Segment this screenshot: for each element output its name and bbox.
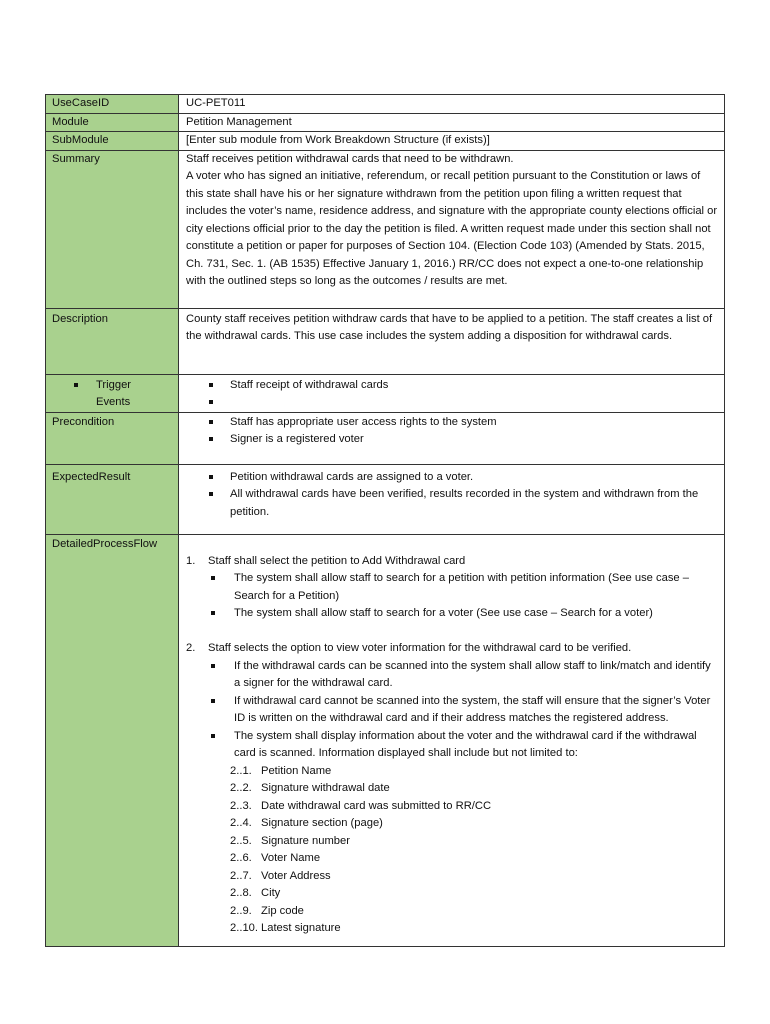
field-item (230, 903, 720, 921)
value-trigger (179, 374, 725, 412)
summary-line-2: A voter who has signed an initiative, referendum, or recall petition pursuant to the Constitution or laws of this state shall have his or her signature withdrawn from the petition upon filing a written request that includes the voter’s name, residence address, and signature with the appropriate county elections official or city elections official prior to the day the petition is filed. A written request made under this section shall not constitute a petition or paper for purposes of Section 104. (Election Code 103) (Amended by Stats. 2015, Ch. 731, Sec. 1. (AB 1535) Effective January 1, 2016.) RR/CC does not expect a one-to-one relationship with the outlined steps so long as the outcomes / results are met. (186, 170, 718, 287)
field-item (230, 885, 720, 903)
field-list (208, 763, 720, 938)
value-summary (179, 150, 725, 308)
step-number: 1. (186, 554, 196, 567)
step-bullet: The system shall display information about the voter and the withdrawal card if the withdrawal card is scanned. Information displayed shall include but not limited to: (208, 728, 720, 763)
value-module: Petition Management (179, 113, 725, 132)
label-precondition: Precondition (46, 412, 179, 464)
step-bullet: The system shall allow staff to search for a petition with petition information (See use case – Search for a Petition) (208, 570, 720, 605)
field-number: 2..10. (230, 922, 258, 934)
field-number: 2..8. (230, 887, 252, 899)
step-text: Staff shall select the petition to Add Withdrawal card (208, 554, 466, 567)
precondition-item: Signer is a registered voter (186, 431, 720, 449)
trigger-item: Staff receipt of withdrawal cards (186, 377, 720, 395)
field-number: 2..5. (230, 834, 252, 847)
field-text: Signature withdrawal date (261, 782, 390, 794)
step-bullet: If the withdrawal cards can be scanned into the system shall allow staff to link/match and identify a signer for the withdrawal card. (208, 658, 720, 693)
label-expected: ExpectedResult (46, 464, 179, 534)
row-description (46, 308, 725, 374)
row-expected (46, 464, 725, 534)
expected-item: All withdrawal cards have been verified, results recorded in the system and withdrawn from the petition. (186, 486, 720, 521)
field-item (230, 920, 720, 938)
step-text: Staff selects the option to view voter information for the withdrawal card to be verified. (208, 642, 632, 654)
field-item (230, 798, 720, 816)
flow-step-1 (186, 553, 720, 623)
row-flow (46, 534, 725, 946)
field-text: Petition Name (261, 764, 332, 777)
label-usecase-id: UseCaseID (46, 95, 179, 114)
field-text: Signature number (261, 834, 350, 847)
step-number: 2. (186, 642, 196, 654)
step-bullet: The system shall allow staff to search for a voter (See use case – Search for a voter) (208, 605, 720, 623)
row-module (46, 113, 725, 132)
field-text: Voter Address (261, 869, 331, 882)
field-number: 2..7. (230, 869, 252, 882)
bullet-icon (52, 377, 76, 412)
field-item (230, 833, 720, 851)
value-description: County staff receives petition withdraw cards that have to be applied to a petition. The staff creates a list of the withdrawal cards. This use case includes the system adding a disposition for withdrawal cards. (179, 308, 725, 374)
field-number: 2..4. (230, 817, 252, 829)
row-trigger (46, 374, 725, 412)
label-flow: DetailedProcessFlow (46, 534, 179, 946)
field-item (230, 763, 720, 781)
field-number: 2..9. (230, 904, 252, 917)
field-item (230, 815, 720, 833)
field-number: 2..1. (230, 764, 252, 777)
label-summary: Summary (46, 150, 179, 308)
step-bullet: If withdrawal card cannot be scanned into the system, the staff will ensure that the signer’s Voter ID is written on the withdrawal card and if their address matches the registered address. (208, 693, 720, 728)
value-usecase-id: UC-PET011 (179, 95, 725, 114)
precondition-item: Staff has appropriate user access rights to the system (186, 414, 720, 432)
use-case-table (45, 94, 725, 947)
value-precondition (179, 412, 725, 464)
row-usecase-id (46, 95, 725, 114)
value-flow (179, 534, 725, 946)
row-precondition (46, 412, 725, 464)
field-text: Latest signature (261, 922, 341, 934)
field-text: Signature section (page) (261, 817, 383, 829)
field-text: Voter Name (261, 852, 321, 864)
trigger-item (186, 394, 720, 412)
field-number: 2..2. (230, 782, 252, 794)
field-item (230, 780, 720, 798)
label-module: Module (46, 113, 179, 132)
row-submodule (46, 132, 725, 151)
field-number: 2..6. (230, 852, 252, 864)
value-expected (179, 464, 725, 534)
expected-item: Petition withdrawal cards are assigned to a voter. (186, 469, 720, 487)
value-submodule: [Enter sub module from Work Breakdown Structure (if exists)] (179, 132, 725, 151)
field-text: Date withdrawal card was submitted to RR/CC (261, 799, 492, 812)
field-item (230, 850, 720, 868)
label-trigger (46, 374, 179, 412)
label-submodule: SubModule (46, 132, 179, 151)
flow-step-2 (186, 640, 720, 938)
label-description: Description (46, 308, 179, 374)
trigger-label-text: Trigger Events (96, 378, 132, 408)
field-number: 2..3. (230, 799, 252, 812)
field-text: City (261, 887, 281, 899)
row-summary (46, 150, 725, 308)
summary-line-1: Staff receives petition withdrawal cards that need to be withdrawn. (186, 152, 514, 165)
field-text: Zip code (261, 904, 304, 917)
field-item (230, 868, 720, 886)
